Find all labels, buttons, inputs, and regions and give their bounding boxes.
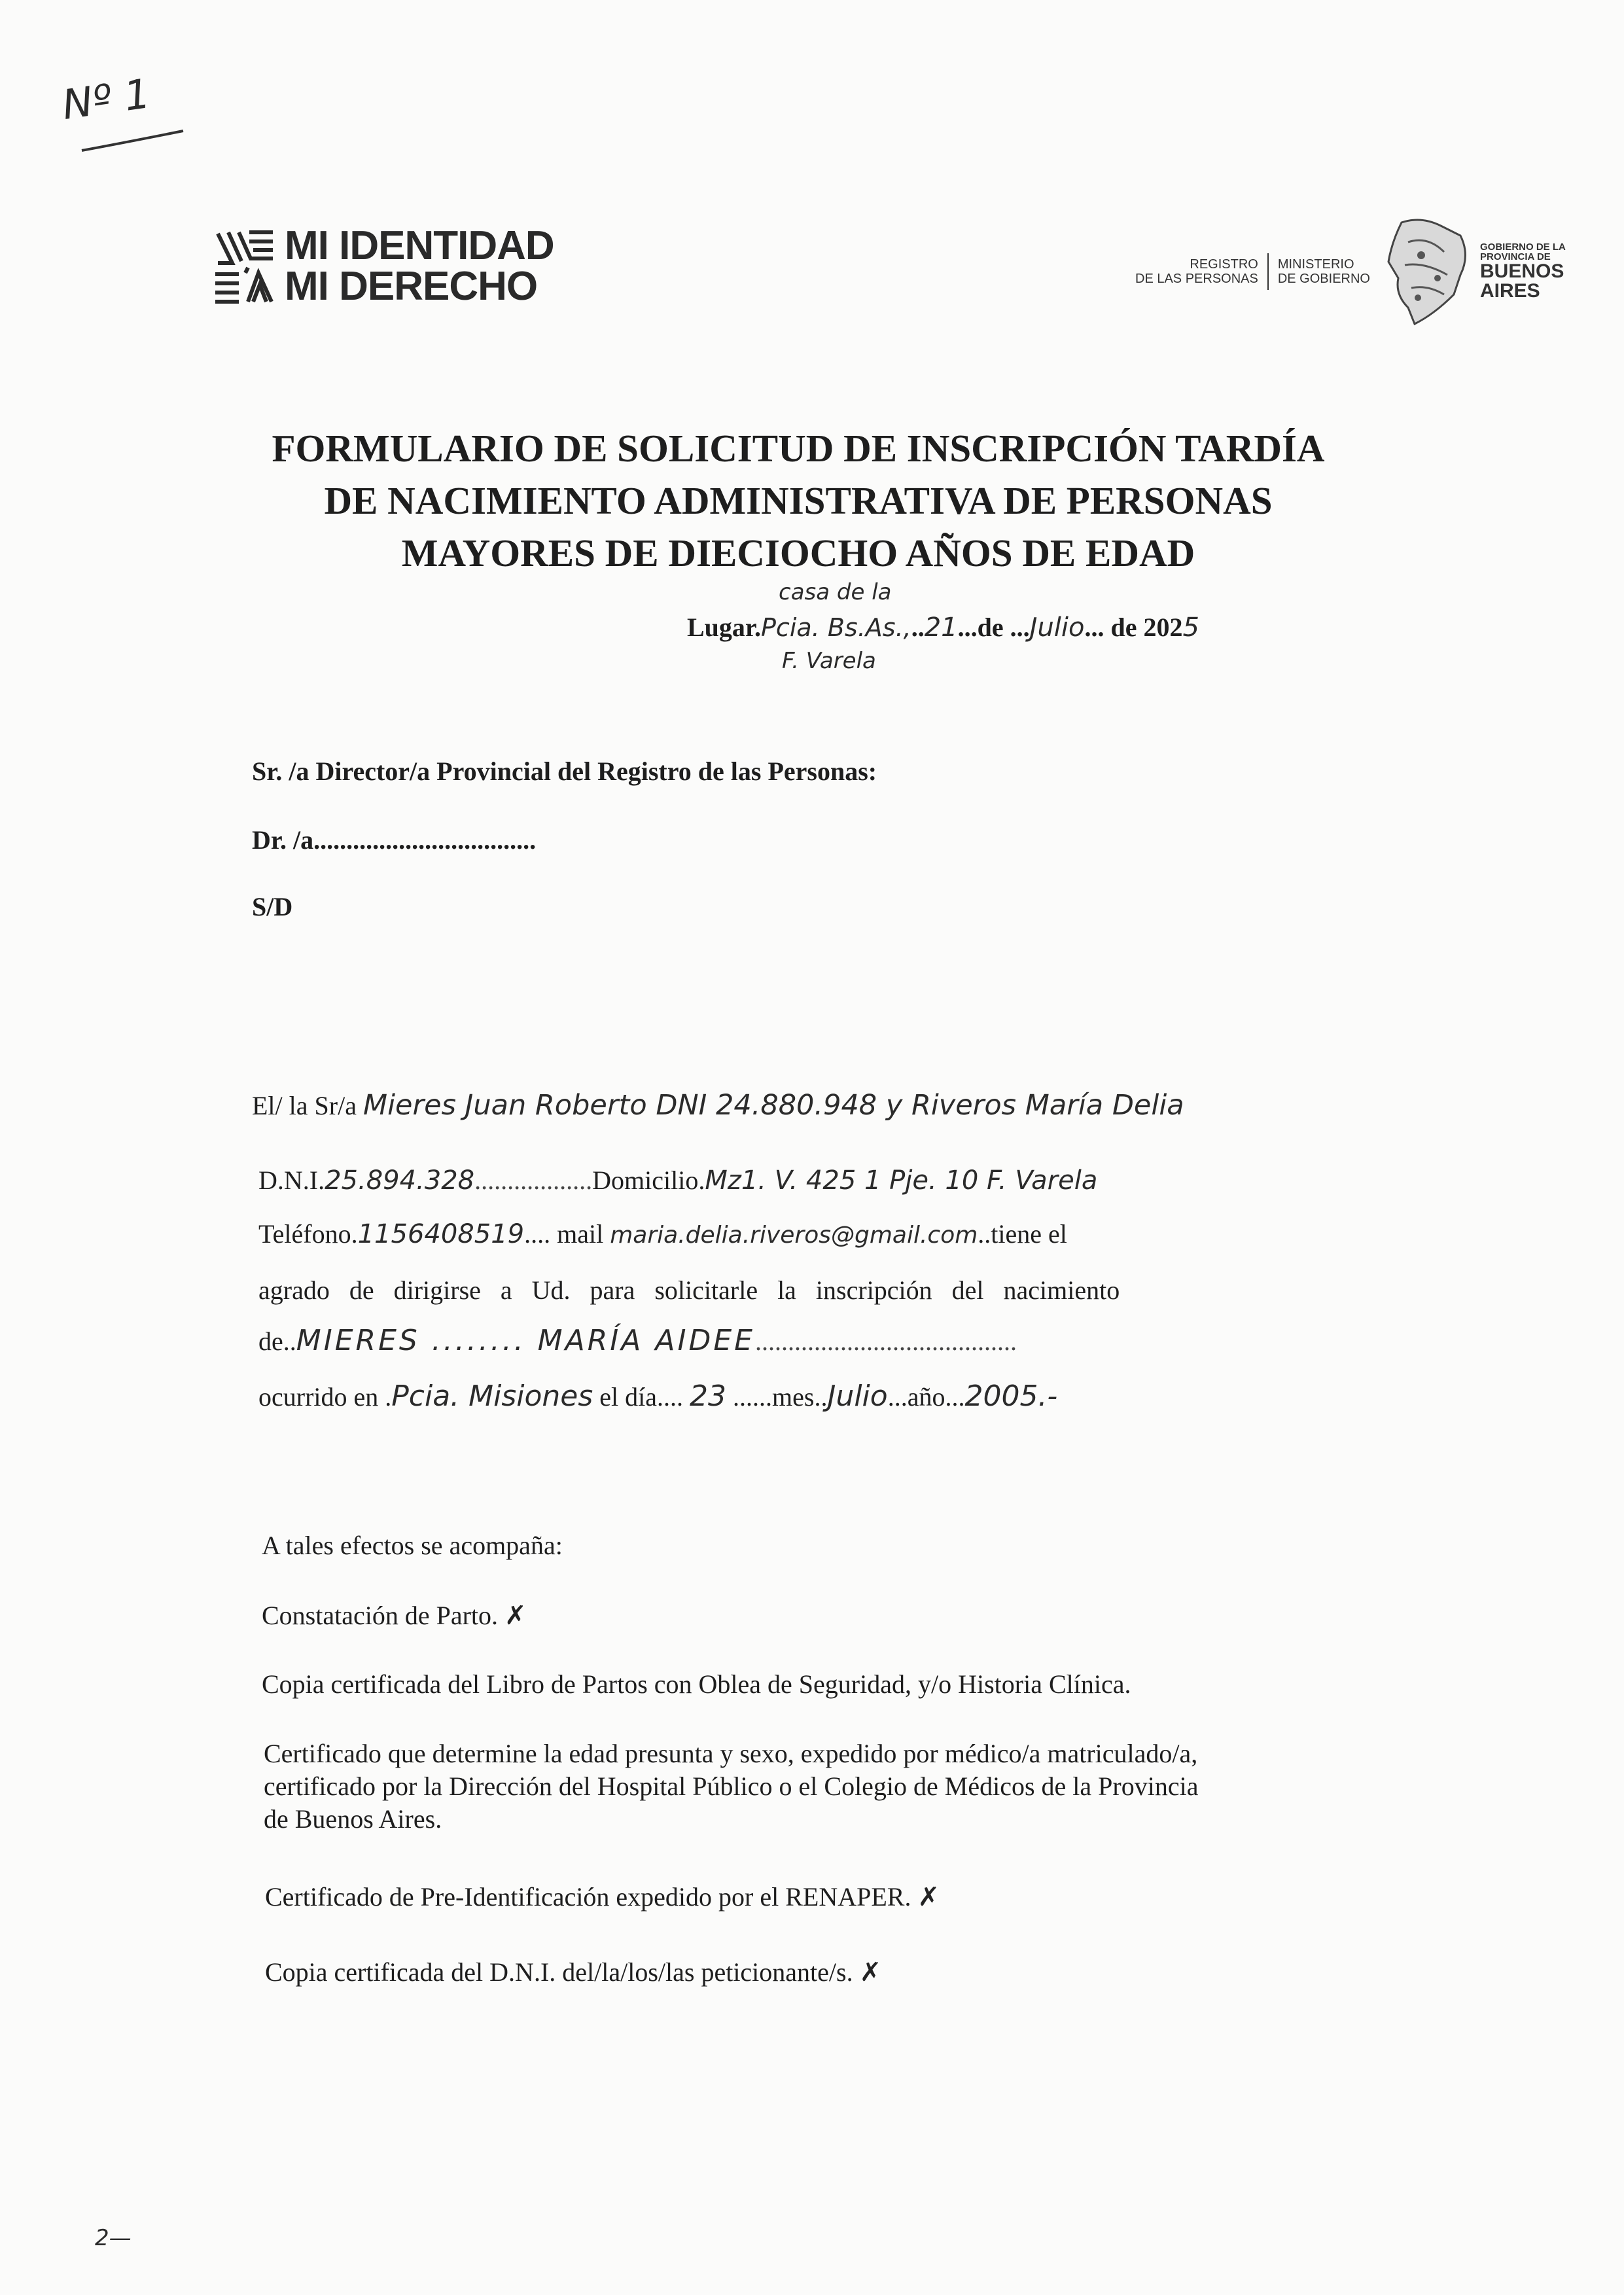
attachment-item-4 — [265, 1881, 940, 1913]
check-mark-icon: ✗ — [859, 1957, 882, 1987]
attachment-item-1-text: Constatación de Parto. — [262, 1601, 499, 1630]
recipient-director: Sr. /a Director/a Provincial del Registro de las Personas: — [252, 756, 877, 786]
attachment-item-3-line-2: certificado por la Dirección del Hospital Público o el Colegio de Médicos de la Provincia — [264, 1771, 1199, 1801]
field-mes-label: ......mes.. — [733, 1382, 828, 1412]
lugar-de-1: ...de ... — [957, 613, 1030, 642]
lugar-year: 5 — [1182, 613, 1199, 643]
header-separator — [1267, 253, 1269, 290]
field-telefono-label: Teléfono. — [258, 1219, 358, 1249]
attachment-item-4-text: Certificado de Pre-Identificación expedido por el RENAPER. — [265, 1882, 911, 1912]
field-anio-label: ...año... — [887, 1382, 965, 1412]
field-dni-line — [258, 1165, 1097, 1196]
footer-mark: 2— — [95, 2225, 132, 2251]
lugar-handwritten-above: casa de la — [779, 579, 892, 605]
annotation-underline — [79, 124, 190, 157]
field-sra-line — [252, 1090, 1184, 1122]
lugar-day: 21 — [924, 613, 958, 643]
attachment-item-3-line-3: de Buenos Aires. — [264, 1804, 442, 1834]
field-domicilio-label: Domicilio. — [592, 1165, 705, 1195]
field-telefono-value: 1156408519 — [357, 1219, 525, 1249]
title-line-1: FORMULARIO DE SOLICITUD DE INSCRIPCIÓN TARDÍA — [272, 427, 1325, 470]
field-nombre-line — [258, 1325, 1017, 1357]
field-anio-value: 2005.- — [964, 1379, 1058, 1413]
field-ocurrido-label: ocurrido en . — [258, 1382, 392, 1412]
field-ocurrido-line — [258, 1381, 1057, 1413]
lugar-handwritten-below: F. Varela — [782, 648, 876, 674]
ministerio-line-1: MINISTERIO — [1277, 257, 1354, 272]
recipient-doctor: Dr. /a.................................. — [252, 825, 537, 855]
field-dni-dots: .................. — [474, 1165, 593, 1195]
mi-identidad-logo — [213, 223, 554, 309]
title-line-3: MAYORES DE DIECIOCHO AÑOS DE EDAD — [401, 531, 1195, 575]
attachment-item-5-text: Copia certificada del D.N.I. del/la/los/las peticionante/s. — [265, 1957, 853, 1987]
registro-line-1: REGISTRO — [1190, 257, 1258, 272]
field-nombre-value: MIERES ........ MARÍA AIDEE — [296, 1324, 755, 1357]
attachments-intro: A tales efectos se acompaña: — [262, 1531, 563, 1560]
field-dia-label: el día.... — [599, 1382, 684, 1412]
field-domicilio-value: Mz1. V. 425 1 Pje. 10 F. Varela — [705, 1165, 1098, 1196]
lugar-label: Lugar. — [687, 613, 762, 642]
lugar-value: Pcia. Bs.As., — [761, 613, 911, 642]
attachment-item-2: Copia certificada del Libro de Partos con Oblea de Seguridad, y/o Historia Clínica. — [262, 1669, 1131, 1699]
lugar-line — [687, 612, 1199, 643]
form-title — [196, 422, 1400, 579]
logo-line-2: MI DERECHO — [285, 264, 538, 309]
field-de-label: de.. — [258, 1326, 296, 1356]
government-header — [1135, 216, 1566, 327]
logo-line-1: MI IDENTIDAD — [285, 223, 554, 268]
recipient-sd: S/D — [252, 892, 293, 921]
fingerprint-icon — [213, 227, 275, 306]
field-nombre-dots: ........................................ — [754, 1326, 1017, 1356]
field-mail-value: maria.delia.riveros@gmail.com — [610, 1222, 978, 1249]
lugar-de-2: ... de 202 — [1084, 613, 1183, 642]
attachment-item-5 — [265, 1957, 881, 1988]
field-mail-label: .... mail — [524, 1219, 604, 1249]
attachment-item-3-line-1: Certificado que determine la edad presunta y sexo, expedido por médico/a matriculado/a, — [264, 1739, 1198, 1768]
field-lugar-nac-value: Pcia. Misiones — [391, 1379, 593, 1413]
gobierno-line-4: AIRES — [1479, 280, 1540, 302]
check-mark-icon: ✗ — [917, 1882, 940, 1912]
lugar-month: Julio — [1029, 613, 1085, 643]
attachment-item-3 — [264, 1737, 1198, 1836]
field-mes-value: Julio — [827, 1379, 888, 1413]
lugar-day-dots: .. — [911, 613, 925, 642]
handwritten-number-annotation: Nº 1 — [59, 69, 154, 130]
field-dni-label: D.N.I. — [258, 1165, 325, 1195]
check-mark-icon: ✗ — [504, 1601, 527, 1631]
title-line-2: DE NACIMIENTO ADMINISTRATIVA DE PERSONAS — [324, 479, 1273, 522]
ministerio-line-2: DE GOBIERNO — [1277, 272, 1370, 286]
field-dia-value: 23 — [690, 1379, 727, 1413]
gobierno-line-1: GOBIERNO DE LA — [1479, 241, 1566, 253]
registro-line-2: DE LAS PERSONAS — [1135, 272, 1258, 286]
field-tiene-label: ..tiene el — [978, 1219, 1067, 1249]
province-map-icon — [1382, 216, 1474, 327]
field-sra-label: El/ la Sr/a — [252, 1091, 357, 1120]
attachment-item-1 — [262, 1600, 527, 1631]
field-sra-value: Mieres Juan Roberto DNI 24.880.948 y Riveros María Delia — [362, 1089, 1184, 1122]
gobierno-line-2: PROVINCIA DE — [1479, 251, 1551, 262]
field-telefono-line — [258, 1219, 1067, 1251]
field-agrado-text: agrado de dirigirse a Ud. para solicitarle la inscripción del nacimiento — [258, 1275, 1120, 1305]
gobierno-line-3: BUENOS — [1479, 260, 1564, 282]
field-dni-value: 25.894.328 — [325, 1165, 475, 1196]
